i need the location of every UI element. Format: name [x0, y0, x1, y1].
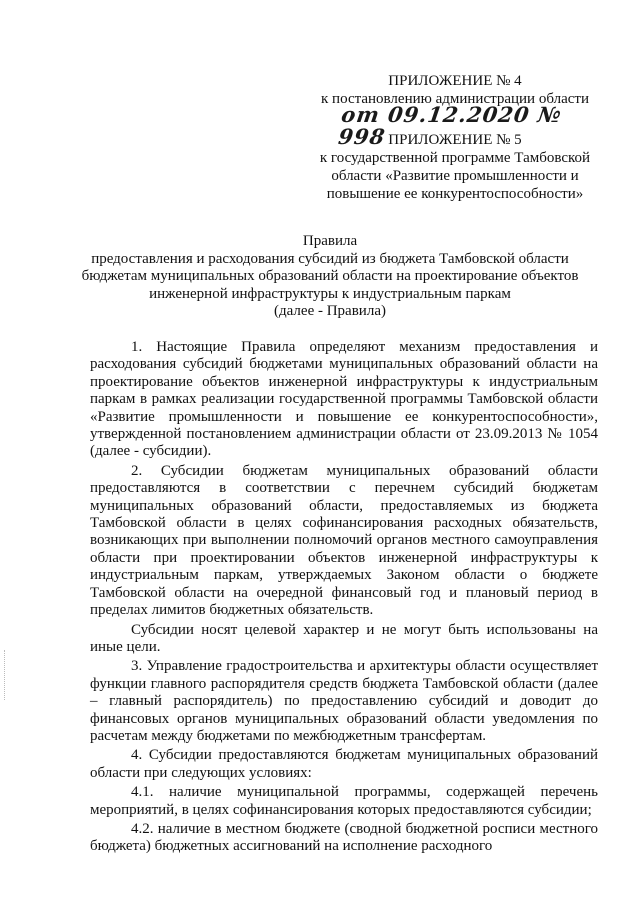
paragraph-3: 3. Управление градостроительства и архитектуры области осуществляет функции главного распорядителя средств бюджета Тамбовской области (далее – главный распорядитель) по предоставлению субсидий и доводит до финансовых органов муниципальных образований области уведомления по расчетам между бюджетами по межбюджетным трансфертам.	[90, 658, 598, 744]
title-line: предоставления и расходования субсидий из бюджета Тамбовской области	[91, 250, 569, 267]
title-line: бюджетам муниципальных образований области на проектирование объектов	[81, 268, 579, 284]
appendix-5-reference-line2: области «Развитие промышленности и	[331, 168, 579, 184]
title-line: инженерной инфраструктуры к индустриальным паркам	[149, 285, 511, 302]
document-title-block	[40, 233, 620, 321]
paragraph-4: 4. Субсидии предоставляются бюджетам муниципальных образований области при следующих условиях:	[90, 747, 598, 781]
appendix-5-reference-line1: к государственной программе Тамбовской	[319, 150, 591, 166]
title-abbreviation: (далее - Правила)	[274, 303, 386, 319]
document-title: Правила	[302, 233, 358, 249]
paragraph-2-note: Субсидии носят целевой характер и не могут быть использованы на иные цели.	[90, 621, 598, 655]
paragraph-4-1: 4.1. наличие муниципальной программы, содержащей перечень мероприятий, в целях софинансирования которых предоставляются субсидии;	[90, 784, 598, 818]
appendix-4-heading: ПРИЛОЖЕНИЕ № 4	[388, 73, 522, 89]
paragraph-2: 2. Субсидии бюджетам муниципальных образований области предоставляются в соответствии с перечнем субсидий бюджетам муниципальных образований области, предоставляемых из бюджета Тамбовской области в целях софинансирования расходных обязательств, возникающих при выполнении полномочий органов местного самоуправления области при проектировании объектов инженерной инфраструктуры к индустриальным паркам, утверждаемых Законом области о бюджете Тамбовской области на очередной финансовый год и плановый период в пределах лимитов бюджетных обязательств.	[90, 462, 598, 619]
appendix-4-reference: к постановлению администрации области	[321, 91, 589, 107]
handwritten-date-number: от 09.12.2020 № 998	[336, 102, 564, 149]
appendix-5-reference-line3: повышение ее конкурентоспособности»	[326, 186, 584, 202]
paragraph-4-2: 4.2. наличие в местном бюджете (сводной бюджетной росписи местного бюджета) бюджетных ассигнований на исполнение расходного	[90, 820, 598, 855]
margin-scan-marks	[4, 650, 8, 700]
document-body	[90, 339, 598, 856]
appendix-5-heading: ПРИЛОЖЕНИЕ № 5	[388, 132, 522, 148]
paragraph-1: 1. Настоящие Правила определяют механизм предоставления и расходования субсидий бюджетами муниципальных образований области на проектирование объектов инженерной инфраструктуры к индустриальным паркам в рамках реализации государственной программы Тамбовской области «Развитие промышленности и повышение ее конкурентоспособности», утвержденной постановлением администрации области от 23.09.2013 № 1054 (далее - субсидии).	[90, 339, 598, 460]
